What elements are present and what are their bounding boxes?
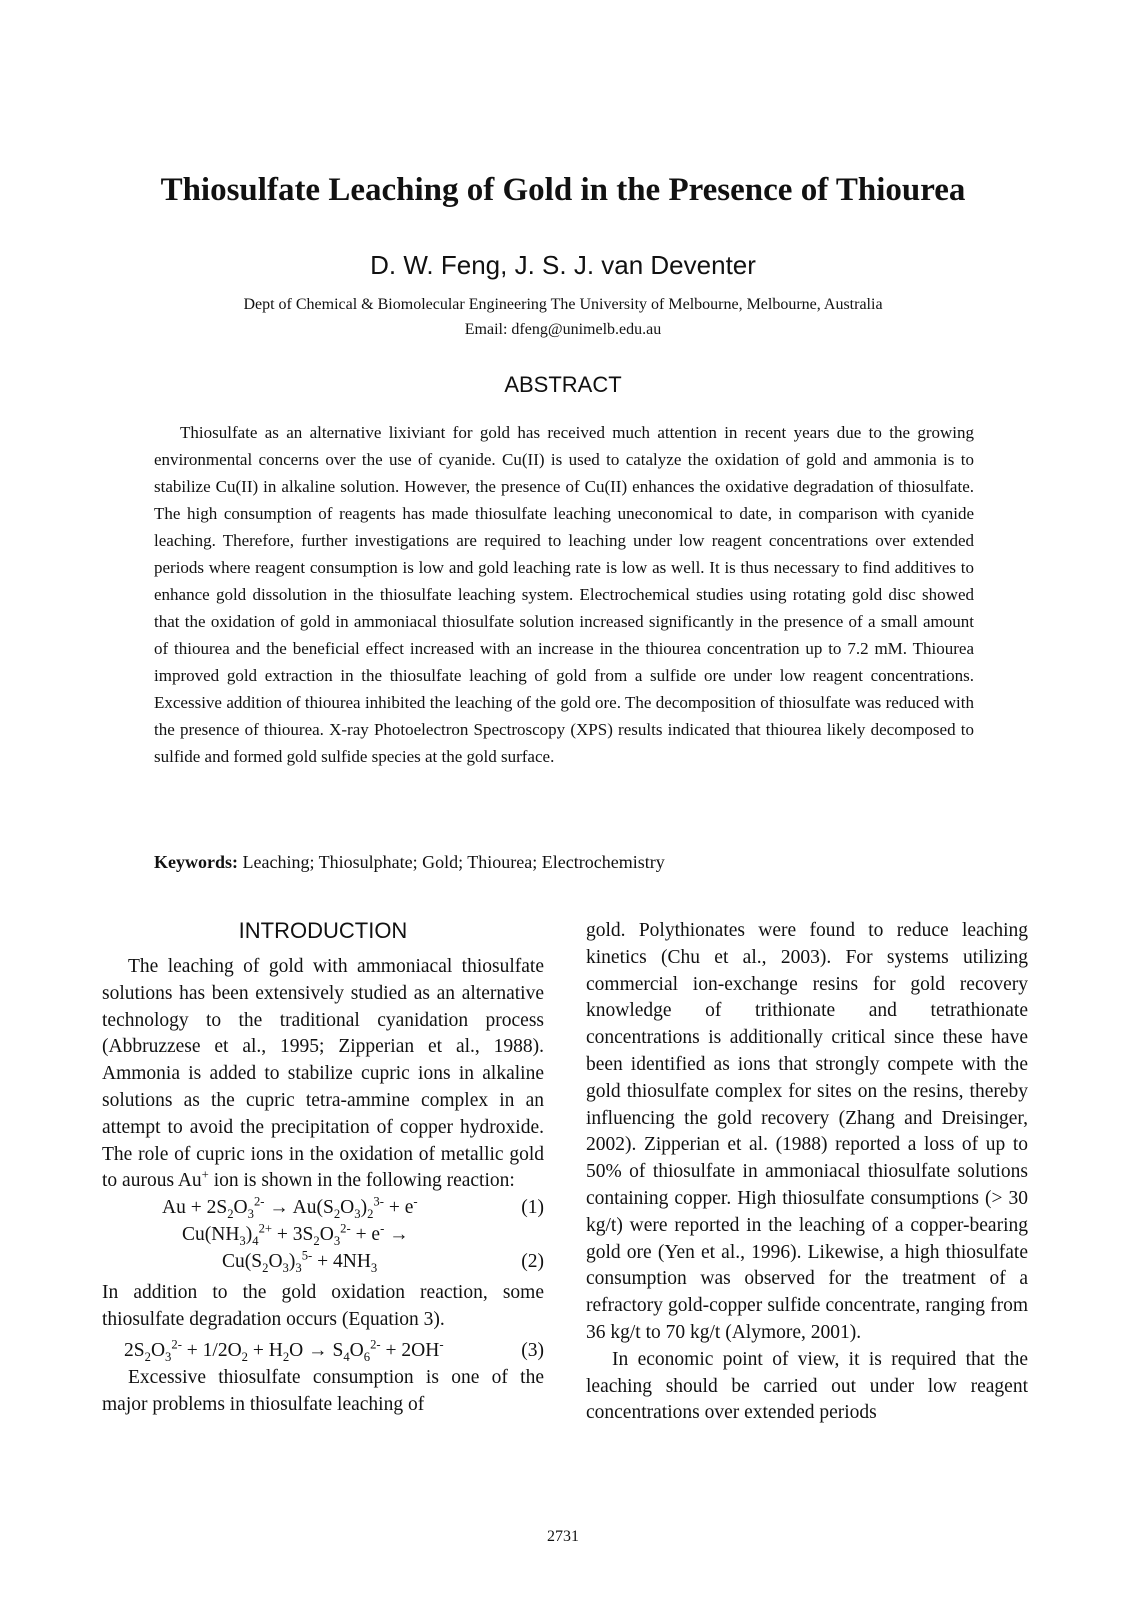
- right-paragraph-1: gold. Polythionates were found to reduce leaching kinetics (Chu et al., 2003). For systems utilizing commercial ion-exchange resins for gold recovery knowledge of trithionate and tetrathionate concentrations is additionally critical since these have been identified as ions that strongly compete with the gold thiosulfate complex for sites on the resins, thereby influencing the gold recovery (Zhang and Dreisinger, 2002). Zipperian et al. (1988) reported a loss of up to 50% of thiosulfate in ammoniacal thiosulfate solutions containing copper. High thiosulfate consumptions (> 30 kg/t) were reported in the leaching of a copper-bearing gold ore (Yen et al., 1996). Likewise, a high thiosulfate consumption was observed for the treatment of a refractory gold-copper sulfide concentrate, ranging from 36 kg/t to 70 kg/t (Alymore, 2001).: [586, 920, 1028, 1343]
- authors: D. W. Feng, J. S. J. van Deventer: [370, 250, 756, 280]
- email: Email: dfeng@unimelb.edu.au: [464, 321, 662, 338]
- page-number: 2731: [547, 1528, 579, 1545]
- equation-1: $Au + 2S_2O_3^{2-} \to Au(S_2O_3)_2^{3-} + e^-$ (1): [162, 1194, 544, 1222]
- paper-title: Thiosulfate Leaching of Gold in the Presence of Thiourea: [160, 172, 966, 208]
- intro-paragraph-3: Excessive thiosulfate consumption is one of the major problems in thiosulfate leaching of: [102, 1366, 544, 1415]
- right-paragraph-2: In economic point of view, it is required that the leaching should be carried out under low reagent concentrations over extended periods: [586, 1348, 1028, 1424]
- equation-1-number: (1): [521, 1197, 544, 1219]
- equation-3-number: (3): [521, 1339, 544, 1361]
- intro-paragraph-1: The leaching of gold with ammoniacal thiosulfate solutions has been extensively studied as an alternative technology to the traditional cyanidation process (Abbruzzese et al., 1995; Zipperian et al., 1988). Ammonia is added to stabilize cupric ions in alkaline solutions as the cupric tetra-ammine complex in an attempt to avoid the precipitation of copper hydroxide. The role of cupric ions in the oxidation of metallic gold to aurous Au+ ion is shown in the following reaction:: [102, 956, 544, 1192]
- abstract-text: Thiosulfate as an alternative lixiviant for gold has received much attention in recent years due to the growing environmental concerns over the use of cyanide. Cu(II) is used to catalyze the oxidation of gold and ammonia is to stabilize Cu(II) in alkaline solution. However, the presence of Cu(II) enhances the oxidative degradation of thiosulfate. The high consumption of reagents has made thiosulfate leaching uneconomical to date, in comparison with cyanide leaching. Therefore, further investigations are required to leaching under low reagent concentrations over extended periods where reagent consumption is low and gold leaching rate is low as well. It is thus necessary to find additives to enhance gold dissolution in the thiosulfate leaching system. Electrochemical studies using rotating gold disc showed that the oxidation of gold in ammoniacal thiosulfate solution increased significantly in the presence of a small amount of thiourea and the beneficial effect increased with an increase in the thiourea concentration up to 7.2 mM. Thiourea improved gold extraction in the thiosulfate leaching of gold from a sulfide ore under low reagent concentrations. Excessive addition of thiourea inhibited the leaching of the gold ore. The decomposition of thiosulfate was reduced with the presence of thiourea. X-ray Photoelectron Spectroscopy (XPS) results indicated that thiourea likely decomposed to sulfide and formed gold sulfide species at the gold surface.: [154, 423, 974, 766]
- intro-paragraph-2: In addition to the gold oxidation reaction, some thiosulfate degradation occurs (Equation 3).: [102, 1282, 544, 1330]
- equation-2-number: (2): [521, 1251, 544, 1273]
- keywords-list: Leaching; Thiosulphate; Gold; Thiourea; Electrochemistry: [242, 852, 665, 872]
- left-column: [102, 918, 544, 1418]
- affiliation-block: [0, 292, 1126, 342]
- keywords-line: [154, 852, 665, 873]
- equation-2-line-2: $Cu(S_2O_3)_3^{5-} + 4NH_3$ (2): [222, 1248, 544, 1276]
- right-column: [586, 918, 1028, 1427]
- affiliation: Dept of Chemical & Biomolecular Engineering The University of Melbourne, Melbourne, Australia: [243, 296, 883, 313]
- equation-2-line-1: $Cu(NH_3)_4^{2+} + 3S_2O_3^{2-} + e^-$ →: [182, 1221, 409, 1249]
- introduction-heading: INTRODUCTION: [238, 918, 408, 943]
- equation-3: $2S_2O_3^{2-} + 1/2O_2 + H_2O \to S_4O_6^{2-} + 2OH^-$ (3): [124, 1337, 544, 1364]
- abstract-heading: ABSTRACT: [504, 372, 622, 397]
- keywords-label: Keywords:: [154, 852, 238, 872]
